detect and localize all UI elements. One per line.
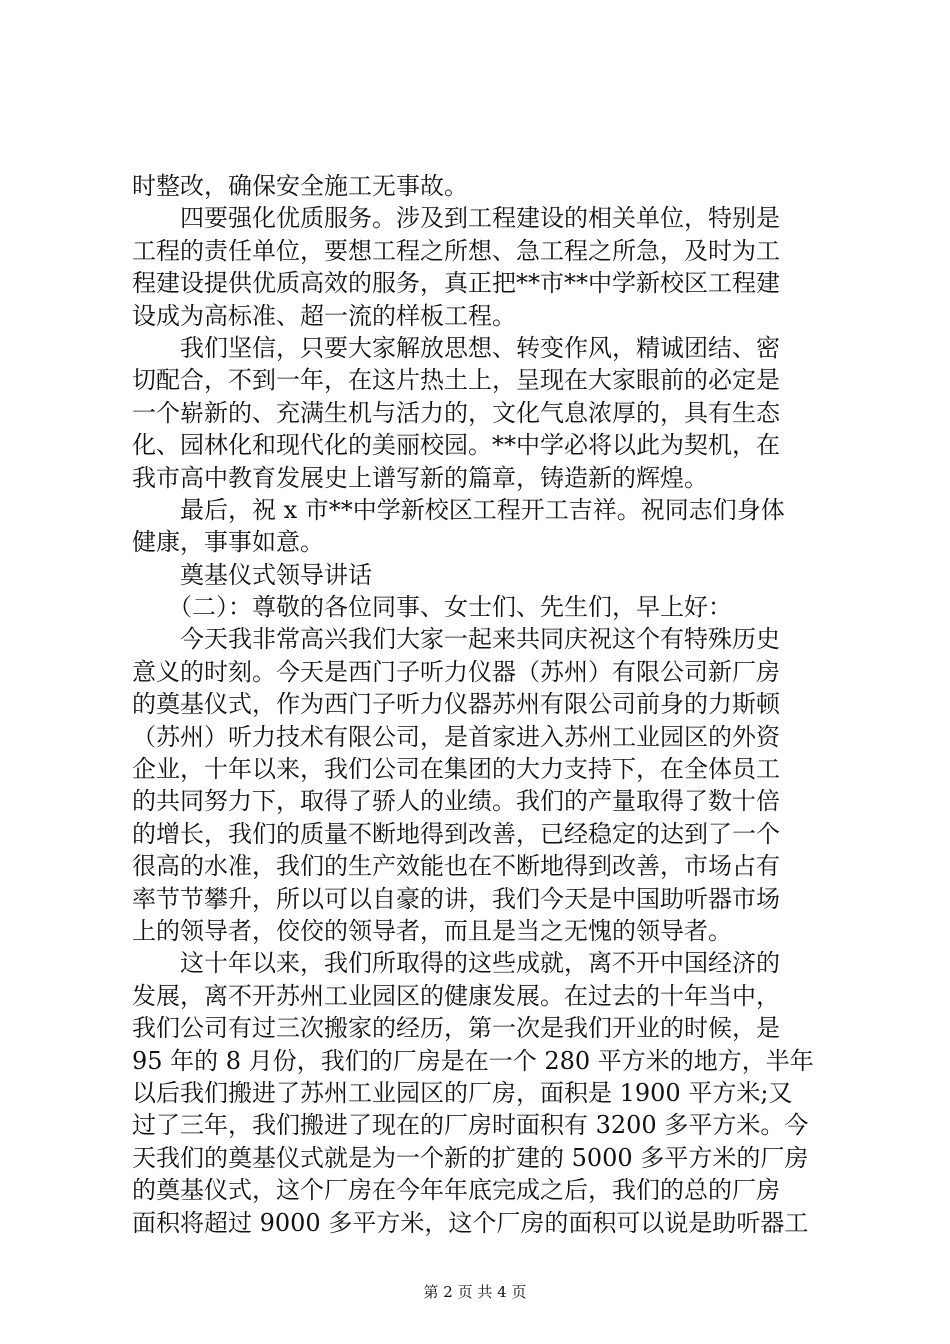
text-line: 奠基仪式领导讲话 — [132, 560, 372, 589]
page-footer: 第 2 页 共 4 页 — [423, 1283, 527, 1301]
text-line: 的增长，我们的质量不断地得到改善，已经稳定的达到了一个 — [132, 819, 780, 848]
text-line: 面积将超过 9000 多平方米，这个厂房的面积可以说是助听器工 — [132, 1208, 809, 1237]
text-line: （苏州）听力技术有限公司，是首家进入苏州工业园区的外资 — [132, 722, 780, 751]
text-line: 上的领导者，佼佼的领导者，而且是当之无愧的领导者。 — [132, 916, 732, 945]
text-line: 时整改，确保安全施工无事故。 — [132, 172, 468, 200]
text-line: 很高的水准，我们的生产效能也在不断地得到改善，市场占有 — [132, 852, 780, 881]
text-line: （二）：尊敬的各位同事、女士们、先生们，早上好： — [132, 593, 732, 622]
text-line: 一个崭新的、充满生机与活力的，文化气息浓厚的，具有生态 — [132, 398, 780, 427]
text-line: 过了三年，我们搬进了现在的厂房时面积有 3200 多平方米。今 — [132, 1111, 809, 1140]
text-line: 企业，十年以来，我们公司在集团的大力支持下，在全体员工 — [132, 755, 780, 784]
text-line: 的奠基仪式，这个厂房在今年年底完成之后，我们的总的厂房 — [132, 1176, 780, 1205]
text-line: 健康，事事如意。 — [132, 528, 324, 557]
text-line: 设成为高标准、超一流的样板工程。 — [132, 301, 516, 330]
text-line: 化、园林化和现代化的美丽校园。**中学必将以此为契机，在 — [132, 431, 780, 460]
text-line: 发展，离不开苏州工业园区的健康发展。在过去的十年当中， — [132, 981, 780, 1010]
text-line: 程建设提供优质高效的服务，真正把**市**中学新校区工程建 — [132, 269, 780, 298]
text-line: 切配合，不到一年，在这片热土上，呈现在大家眼前的必定是 — [132, 366, 780, 395]
text-line: 以后我们搬进了苏州工业园区的厂房，面积是 1900 平方米;又 — [132, 1078, 793, 1107]
text-line: 这十年以来，我们所取得的这些成就，离不开中国经济的 — [132, 949, 780, 978]
text-line: 我市高中教育发展史上谱写新的篇章，铸造新的辉煌。 — [132, 463, 708, 492]
text-line: 天我们的奠基仪式就是为一个新的扩建的 5000 多平方米的厂房 — [132, 1143, 809, 1172]
text-line: 95 年的 8 月份，我们的厂房是在一个 280 平方米的地方，半年 — [132, 1046, 814, 1075]
text-line: 我们公司有过三次搬家的经历，第一次是我们开业的时候，是 — [132, 1014, 780, 1043]
text-line: 最后，祝 x 市**中学新校区工程开工吉祥。祝同志们身体 — [132, 495, 785, 524]
text-line: 今天我非常高兴我们大家一起来共同庆祝这个有特殊历史 — [132, 625, 780, 654]
document-body — [132, 170, 822, 1239]
text-line: 的共同努力下，取得了骄人的业绩。我们的产量取得了数十倍 — [132, 787, 780, 816]
text-line: 四要强化优质服务。涉及到工程建设的相关单位，特别是 — [132, 204, 780, 233]
text-line: 意义的时刻。今天是西门子听力仪器（苏州）有限公司新厂房 — [132, 657, 780, 686]
text-line: 率节节攀升，所以可以自豪的讲，我们今天是中国助听器市场 — [132, 884, 780, 913]
text-line: 工程的责任单位，要想工程之所想、急工程之所急，及时为工 — [132, 236, 780, 265]
text-line: 的奠基仪式，作为西门子听力仪器苏州有限公司前身的力斯顿 — [132, 690, 780, 719]
text-line: 我们坚信，只要大家解放思想、转变作风，精诚团结、密 — [132, 333, 780, 362]
